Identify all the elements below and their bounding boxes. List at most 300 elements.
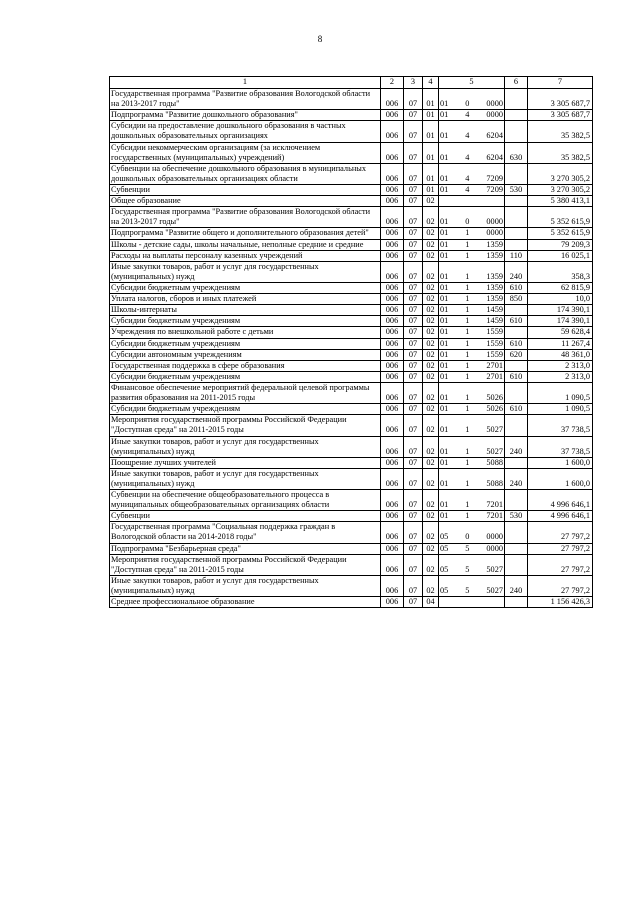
expense-type-code (505, 490, 528, 511)
target-article-part: 1 (465, 294, 470, 304)
expense-type-code (505, 597, 528, 608)
row-description: Субсидии на предоставление дошкольного образования в частных дошкольных образовательных организациях (110, 121, 381, 142)
target-article-part: 5 (465, 564, 470, 574)
table-row (110, 316, 593, 327)
target-article-part: 01 (440, 338, 449, 348)
subsection-code: 02 (423, 382, 439, 403)
table-row (110, 294, 593, 305)
subsection-code: 02 (423, 468, 439, 489)
target-article-part: 0 (465, 217, 470, 227)
target-article-part: 1459 (486, 305, 503, 315)
table-row (110, 250, 593, 261)
target-article-part: 1559 (486, 349, 503, 359)
target-article-part: 1 (465, 271, 470, 281)
target-article-part: 01 (440, 478, 449, 488)
subsection-code: 02 (423, 511, 439, 522)
target-article-code (439, 294, 505, 305)
target-article-part: 6204 (486, 131, 503, 141)
target-article-part: 1359 (486, 282, 503, 292)
subsection-code: 02 (423, 415, 439, 436)
col-header: 7 (528, 77, 593, 89)
target-article-part: 01 (440, 99, 449, 109)
table-row (110, 196, 593, 207)
table-row (110, 575, 593, 596)
table-row (110, 89, 593, 110)
target-article-part: 1 (465, 404, 470, 414)
target-article-part: 1 (465, 446, 470, 456)
amount: 35 382,5 (528, 121, 593, 142)
target-article-part: 1 (465, 371, 470, 381)
subsection-code: 01 (423, 121, 439, 142)
amount: 2 313,0 (528, 360, 593, 371)
ministry-code: 006 (381, 490, 404, 511)
amount: 1 156 426,3 (528, 597, 593, 608)
target-article-part: 01 (440, 404, 449, 414)
row-description: Общее образование (110, 196, 381, 207)
subsection-code: 02 (423, 338, 439, 349)
target-article-part: 1 (465, 282, 470, 292)
ministry-code: 006 (381, 468, 404, 489)
ministry-code: 006 (381, 338, 404, 349)
subsection-code: 02 (423, 207, 439, 228)
amount: 1 090,5 (528, 404, 593, 415)
target-article-part: 01 (440, 239, 449, 249)
target-article-code (439, 163, 505, 184)
row-description: Подпрограмма "Безбарьерная среда" (110, 543, 381, 554)
target-article-part: 05 (440, 532, 449, 542)
ministry-code: 006 (381, 457, 404, 468)
target-article-part: 2701 (486, 371, 503, 381)
expense-type-code (505, 382, 528, 403)
target-article-code (439, 404, 505, 415)
target-article-code (439, 575, 505, 596)
target-article-part: 01 (440, 457, 449, 467)
target-article-part: 7201 (486, 500, 503, 510)
section-code: 07 (404, 163, 423, 184)
target-article-part: 1 (465, 349, 470, 359)
page-number: 8 (317, 34, 323, 44)
target-article-part: 01 (440, 184, 449, 194)
subsection-code: 02 (423, 228, 439, 239)
row-description: Финансовое обеспечение мероприятий федеральной целевой программы развития образования на 2011-2015 годы (110, 382, 381, 403)
row-description: Мероприятия государственной программы Российской Федерации "Доступная среда" на 2011-2015 годы (110, 554, 381, 575)
table-row (110, 261, 593, 282)
amount: 358,3 (528, 261, 593, 282)
subsection-code: 02 (423, 316, 439, 327)
expense-type-code (505, 228, 528, 239)
target-article-part: 01 (440, 250, 449, 260)
col-header: 2 (381, 77, 404, 89)
amount: 2 313,0 (528, 371, 593, 382)
target-article-part: 0000 (486, 110, 503, 120)
amount: 5 352 615,9 (528, 207, 593, 228)
amount: 48 361,0 (528, 349, 593, 360)
target-article-part: 1559 (486, 338, 503, 348)
row-description: Государственная поддержка в сфере образования (110, 360, 381, 371)
expense-type-code (505, 543, 528, 554)
target-article-part: 2701 (486, 360, 503, 370)
section-code: 07 (404, 554, 423, 575)
table-row (110, 110, 593, 121)
target-article-part: 1359 (486, 294, 503, 304)
expense-type-code: 610 (505, 282, 528, 293)
target-article-part: 0 (465, 99, 470, 109)
section-code: 07 (404, 543, 423, 554)
row-description: Субвенции на обеспечение дошкольного образования в муниципальных дошкольных образовательных организациях области (110, 163, 381, 184)
section-code: 07 (404, 436, 423, 457)
ministry-code: 006 (381, 360, 404, 371)
target-article-part: 1 (465, 500, 470, 510)
row-description: Государственная программа "Развитие образования Вологодской области на 2013-2017 годы" (110, 207, 381, 228)
subsection-code: 02 (423, 250, 439, 261)
row-description: Субсидии бюджетным учреждениям (110, 316, 381, 327)
section-code: 07 (404, 305, 423, 316)
expense-type-code: 610 (505, 316, 528, 327)
target-article-code (439, 196, 505, 207)
target-article-part: 1459 (486, 316, 503, 326)
subsection-code: 02 (423, 490, 439, 511)
section-code: 07 (404, 468, 423, 489)
row-description: Школы-интернаты (110, 305, 381, 316)
row-description: Уплата налогов, сборов и иных платежей (110, 294, 381, 305)
target-article-part: 01 (440, 327, 449, 337)
amount: 35 382,5 (528, 142, 593, 163)
target-article-code (439, 522, 505, 543)
table-row (110, 490, 593, 511)
row-description: Субвенции на обеспечение общеобразовательного процесса в муниципальных общеобразовательных организациях области (110, 490, 381, 511)
amount: 11 267,4 (528, 338, 593, 349)
subsection-code: 02 (423, 404, 439, 415)
target-article-part: 5026 (486, 393, 503, 403)
target-article-code (439, 490, 505, 511)
target-article-part: 01 (440, 228, 449, 238)
target-article-code (439, 261, 505, 282)
section-code: 07 (404, 327, 423, 338)
section-code: 07 (404, 522, 423, 543)
expense-type-code: 530 (505, 184, 528, 195)
target-article-part: 1359 (486, 239, 503, 249)
target-article-code (439, 360, 505, 371)
subsection-code: 02 (423, 522, 439, 543)
ministry-code: 006 (381, 305, 404, 316)
ministry-code: 006 (381, 371, 404, 382)
expense-type-code: 850 (505, 294, 528, 305)
section-code: 07 (404, 404, 423, 415)
expense-type-code (505, 121, 528, 142)
target-article-part: 1 (465, 338, 470, 348)
target-article-code (439, 338, 505, 349)
subsection-code: 01 (423, 142, 439, 163)
subsection-code: 02 (423, 239, 439, 250)
amount: 3 305 687,7 (528, 89, 593, 110)
ministry-code: 006 (381, 543, 404, 554)
expense-type-code (505, 196, 528, 207)
target-article-part: 01 (440, 217, 449, 227)
target-article-part: 01 (440, 173, 449, 183)
section-code: 07 (404, 121, 423, 142)
subsection-code: 01 (423, 89, 439, 110)
target-article-part: 05 (440, 586, 449, 596)
row-description: Расходы на выплаты персоналу казенных учреждений (110, 250, 381, 261)
target-article-code (439, 207, 505, 228)
row-description: Субсидии бюджетным учреждениям (110, 282, 381, 293)
table-row (110, 349, 593, 360)
col-header: 4 (423, 77, 439, 89)
expense-type-code: 630 (505, 142, 528, 163)
target-article-code (439, 142, 505, 163)
target-article-part: 01 (440, 131, 449, 141)
target-article-code (439, 349, 505, 360)
target-article-part: 1 (465, 457, 470, 467)
target-article-part: 0000 (486, 99, 503, 109)
target-article-part: 5027 (486, 586, 503, 596)
ministry-code: 006 (381, 184, 404, 195)
expense-type-code: 610 (505, 338, 528, 349)
table-row (110, 468, 593, 489)
ministry-code: 006 (381, 415, 404, 436)
expense-type-code: 240 (505, 468, 528, 489)
target-article-part: 5027 (486, 564, 503, 574)
subsection-code: 02 (423, 543, 439, 554)
target-article-part: 5027 (486, 446, 503, 456)
subsection-code: 01 (423, 184, 439, 195)
target-article-part: 1559 (486, 327, 503, 337)
amount: 27 797,2 (528, 543, 593, 554)
target-article-part: 4 (465, 131, 470, 141)
target-article-part: 01 (440, 425, 449, 435)
subsection-code: 02 (423, 575, 439, 596)
amount: 1 600,0 (528, 468, 593, 489)
target-article-part: 5027 (486, 425, 503, 435)
target-article-part: 01 (440, 282, 449, 292)
target-article-part: 4 (465, 173, 470, 183)
row-description: Мероприятия государственной программы Российской Федерации "Доступная среда" на 2011-2015 годы (110, 415, 381, 436)
amount: 62 815,9 (528, 282, 593, 293)
target-article-part: 5088 (486, 457, 503, 467)
ministry-code: 006 (381, 404, 404, 415)
ministry-code: 006 (381, 121, 404, 142)
amount: 5 352 615,9 (528, 228, 593, 239)
target-article-part: 01 (440, 316, 449, 326)
section-code: 07 (404, 228, 423, 239)
table-row (110, 382, 593, 403)
target-article-part: 5 (465, 586, 470, 596)
section-code: 07 (404, 597, 423, 608)
ministry-code: 006 (381, 228, 404, 239)
section-code: 07 (404, 575, 423, 596)
row-description: Субвенции (110, 184, 381, 195)
target-article-part: 1 (465, 478, 470, 488)
amount: 4 996 646,1 (528, 490, 593, 511)
expense-type-code (505, 522, 528, 543)
target-article-code (439, 327, 505, 338)
amount: 10,0 (528, 294, 593, 305)
col-header: 1 (110, 77, 381, 89)
table-row (110, 228, 593, 239)
target-article-code (439, 511, 505, 522)
section-code: 07 (404, 184, 423, 195)
expense-type-code (505, 207, 528, 228)
amount: 79 209,3 (528, 239, 593, 250)
subsection-code: 02 (423, 349, 439, 360)
subsection-code: 02 (423, 554, 439, 575)
subsection-code: 04 (423, 597, 439, 608)
table-row (110, 163, 593, 184)
expense-type-code: 610 (505, 371, 528, 382)
target-article-part: 01 (440, 152, 449, 162)
target-article-part: 01 (440, 500, 449, 510)
section-code: 07 (404, 457, 423, 468)
ministry-code: 006 (381, 239, 404, 250)
ministry-code: 006 (381, 382, 404, 403)
subsection-code: 02 (423, 305, 439, 316)
table-row (110, 338, 593, 349)
row-description: Подпрограмма "Развитие общего и дополнительного образования детей" (110, 228, 381, 239)
target-article-part: 5 (465, 543, 470, 553)
target-article-part: 1 (465, 316, 470, 326)
target-article-part: 01 (440, 110, 449, 120)
target-article-part: 01 (440, 511, 449, 521)
section-code: 07 (404, 490, 423, 511)
target-article-code (439, 305, 505, 316)
table-row (110, 184, 593, 195)
subsection-code: 02 (423, 261, 439, 282)
row-description: Иные закупки товаров, работ и услуг для государственных (муниципальных) нужд (110, 575, 381, 596)
target-article-code (439, 543, 505, 554)
ministry-code: 006 (381, 207, 404, 228)
ministry-code: 006 (381, 436, 404, 457)
col-header: 5 (439, 77, 505, 89)
section-code: 07 (404, 282, 423, 293)
expense-type-code (505, 89, 528, 110)
target-article-code (439, 457, 505, 468)
expense-type-code: 110 (505, 250, 528, 261)
section-code: 07 (404, 371, 423, 382)
ministry-code: 006 (381, 575, 404, 596)
table-row (110, 415, 593, 436)
expense-type-code (505, 554, 528, 575)
row-description: Среднее профессиональное образование (110, 597, 381, 608)
amount: 174 390,1 (528, 316, 593, 327)
section-code: 07 (404, 316, 423, 327)
ministry-code: 006 (381, 294, 404, 305)
target-article-part: 1 (465, 239, 470, 249)
ministry-code: 006 (381, 110, 404, 121)
budget-table (109, 76, 593, 608)
target-article-part: 01 (440, 349, 449, 359)
subsection-code: 02 (423, 282, 439, 293)
target-article-part: 1359 (486, 271, 503, 281)
table-row (110, 522, 593, 543)
expense-type-code (505, 305, 528, 316)
section-code: 07 (404, 261, 423, 282)
row-description: Иные закупки товаров, работ и услуг для государственных (муниципальных) нужд (110, 261, 381, 282)
ministry-code: 006 (381, 327, 404, 338)
table-row (110, 305, 593, 316)
ministry-code: 006 (381, 554, 404, 575)
target-article-code (439, 228, 505, 239)
row-description: Субсидии бюджетным учреждениям (110, 371, 381, 382)
expense-type-code (505, 163, 528, 184)
target-article-part: 01 (440, 271, 449, 281)
row-description: Субвенции (110, 511, 381, 522)
target-article-part: 1 (465, 327, 470, 337)
amount: 16 025,1 (528, 250, 593, 261)
target-article-part: 5026 (486, 404, 503, 414)
target-article-code (439, 89, 505, 110)
section-code: 07 (404, 142, 423, 163)
amount: 37 738,5 (528, 415, 593, 436)
amount: 37 738,5 (528, 436, 593, 457)
expense-type-code (505, 327, 528, 338)
row-description: Иные закупки товаров, работ и услуг для государственных (муниципальных) нужд (110, 468, 381, 489)
target-article-part: 0000 (486, 217, 503, 227)
target-article-part: 4 (465, 110, 470, 120)
ministry-code: 006 (381, 597, 404, 608)
section-code: 07 (404, 239, 423, 250)
ministry-code: 006 (381, 522, 404, 543)
amount: 1 600,0 (528, 457, 593, 468)
target-article-part: 01 (440, 371, 449, 381)
amount: 27 797,2 (528, 575, 593, 596)
target-article-code (439, 316, 505, 327)
target-article-part: 01 (440, 294, 449, 304)
ministry-code: 006 (381, 282, 404, 293)
row-description: Государственная программа "Социальная поддержка граждан в Вологодской области на 2014-2018 годы" (110, 522, 381, 543)
target-article-code (439, 371, 505, 382)
expense-type-code (505, 110, 528, 121)
expense-type-code (505, 415, 528, 436)
table-header-row (110, 77, 593, 89)
target-article-part: 1 (465, 250, 470, 260)
ministry-code: 006 (381, 250, 404, 261)
expense-type-code: 240 (505, 436, 528, 457)
amount: 27 797,2 (528, 522, 593, 543)
expense-type-code (505, 239, 528, 250)
amount: 3 270 305,2 (528, 163, 593, 184)
row-description: Субсидии автономным учреждениям (110, 349, 381, 360)
target-article-part: 4 (465, 184, 470, 194)
target-article-code (439, 121, 505, 142)
target-article-part: 1359 (486, 250, 503, 260)
target-article-code (439, 250, 505, 261)
target-article-part: 1 (465, 425, 470, 435)
col-header: 6 (505, 77, 528, 89)
section-code: 07 (404, 511, 423, 522)
amount: 5 380 413,1 (528, 196, 593, 207)
target-article-part: 0000 (486, 532, 503, 542)
section-code: 07 (404, 294, 423, 305)
ministry-code: 006 (381, 349, 404, 360)
col-header: 3 (404, 77, 423, 89)
target-article-code (439, 597, 505, 608)
table-row (110, 543, 593, 554)
target-article-part: 7201 (486, 511, 503, 521)
amount: 4 996 646,1 (528, 511, 593, 522)
target-article-code (439, 468, 505, 489)
row-description: Учреждения по внешкольной работе с детьми (110, 327, 381, 338)
target-article-code (439, 239, 505, 250)
target-article-code (439, 282, 505, 293)
target-article-part: 01 (440, 393, 449, 403)
section-code: 07 (404, 415, 423, 436)
subsection-code: 02 (423, 371, 439, 382)
row-description: Государственная программа "Развитие образования Вологодской области на 2013-2017 годы" (110, 89, 381, 110)
section-code: 07 (404, 382, 423, 403)
target-article-code (439, 554, 505, 575)
target-article-part: 6204 (486, 152, 503, 162)
ministry-code: 006 (381, 89, 404, 110)
